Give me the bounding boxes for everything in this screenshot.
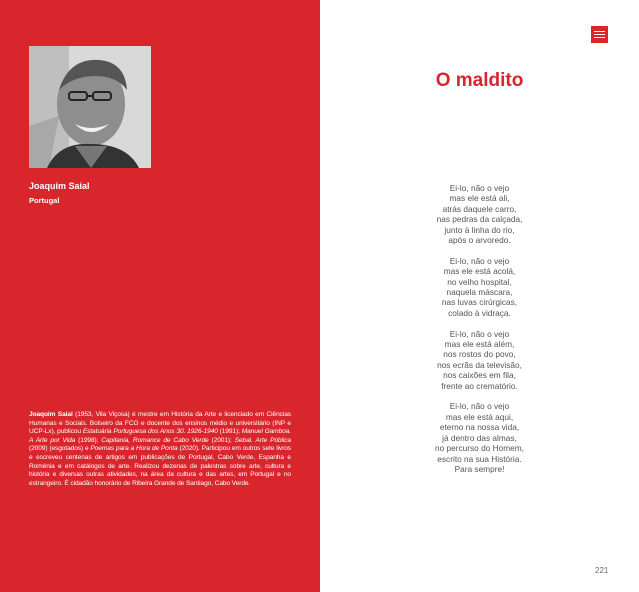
bio-author-name: Joaquim Saial	[29, 411, 73, 418]
bio-text: (2001);	[208, 436, 235, 444]
poem-line: nas luvas cirúrgicas,	[441, 297, 518, 308]
author-country: Portugal	[29, 196, 60, 205]
poem-line: junto à linha do rio,	[444, 224, 515, 235]
poem-line: mas ele está acolá,	[443, 266, 516, 277]
poem-title: O maldito	[435, 70, 524, 91]
poem-line: nos rostos do povo,	[443, 349, 516, 360]
poem-line: mas ele está aqui,	[445, 411, 514, 422]
bio-book-title: Manuel Gamboa. A Arte por Vida	[29, 428, 291, 444]
publisher-logo-icon	[591, 26, 608, 43]
poem-line: nas pedras da calçada,	[436, 214, 523, 225]
poem-line: nos ecrãs da televisão,	[437, 359, 522, 370]
bio-book-title: Capitania, Romance de Cabo Verde	[101, 436, 209, 444]
poem-stanza	[320, 401, 639, 474]
bio-text: (1953, Vila Viçosa) é mestre em História da Arte e licenciado em Ciências Humanas e Sociais. Bolseiro da FCG e docente dos ensinos médio e universitário (INP e UCP-Lx), publicou	[29, 411, 291, 436]
bio-text: (2009) (esgotados) e	[29, 445, 91, 453]
poem-line: eterno na nossa vida,	[439, 422, 520, 433]
poem-line: mas ele está além,	[444, 339, 515, 350]
poem-line: atrás daquele carro,	[442, 203, 517, 214]
poem-line: Ei-lo, não o vejo	[449, 255, 510, 266]
author-photo	[29, 46, 151, 168]
poem-body	[320, 183, 639, 485]
poem-line: já dentro das almas,	[442, 432, 517, 443]
page-number: 221	[595, 566, 609, 575]
poem-line: Ei-lo, não o vejo	[449, 328, 510, 339]
bio-text: (1998);	[75, 436, 102, 444]
poem-line: frente ao crematório.	[441, 380, 518, 391]
poem-line: no percurso do Homem,	[434, 443, 524, 454]
poem-line: Para sempre!	[454, 463, 505, 474]
poem-line: Ei-lo, não o vejo	[449, 183, 510, 193]
poem-line: colado à vidraça.	[448, 307, 511, 318]
author-bio	[29, 411, 291, 488]
poem-line: escrito na sua História.	[437, 453, 522, 464]
poem-line: após o arvoredo.	[448, 235, 511, 246]
bio-text: (2020). Participou em outros sete livros e escreveu centenas de artigos em publicações de Portugal, Cabo Verde, Espanha e Roménia e em catálogos de arte. Realizou dezenas de palestras sobre arte, cultura e história e diversas outras atividades, na área da cultura e das artes, em Portugal e no estrangeiro. É cidadão honorário de Ribeira Grande de Santiago, Cabo Verde.	[29, 445, 291, 487]
bio-book-title: Estatuária Portuguesa dos Anos 30. 1926-1940	[82, 428, 218, 436]
poem-stanza	[320, 183, 639, 245]
poem-line: naquela máscara,	[446, 287, 513, 298]
poem-stanza	[320, 329, 639, 391]
bio-text: (1991);	[217, 428, 242, 436]
poem-stanza	[320, 256, 639, 318]
poem-line: Ei-lo, não o vejo	[449, 401, 510, 412]
poem-line: no velho hospital,	[447, 276, 512, 287]
bio-book-title: Poemas para a Hora de Ponta	[90, 445, 178, 453]
poem-line: mas ele está ali,	[449, 193, 510, 204]
poem-line: nos caixões em fila,	[443, 370, 516, 381]
author-name: Joaquim Saial	[29, 181, 90, 191]
bio-book-title: Sebal. Arte Pública	[234, 436, 291, 444]
